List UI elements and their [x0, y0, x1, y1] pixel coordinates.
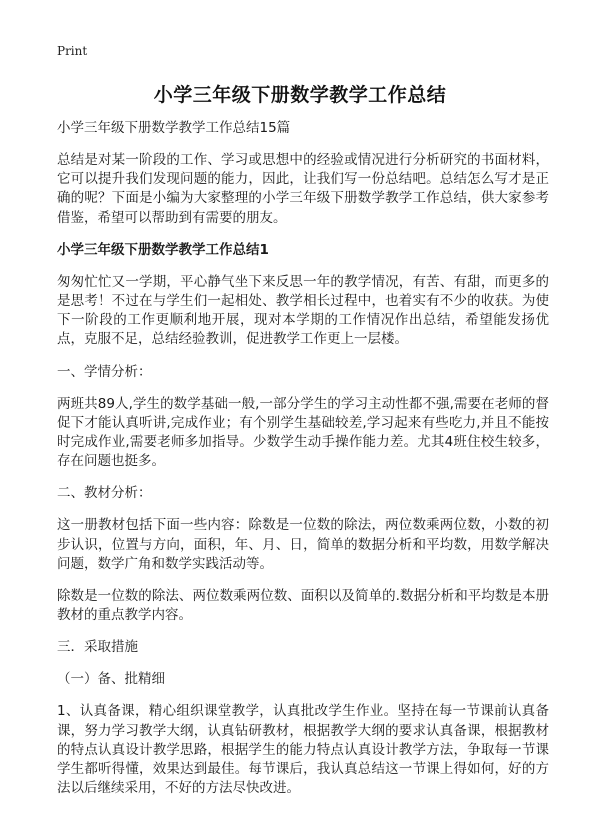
article-body: [57, 119, 549, 811]
paragraph-key-content: 除数是一位数的除法、两位数乘两位数、面积以及简单的.数据分析和平均数是本册教材的重点教学内容。: [57, 588, 549, 624]
heading-student-analysis: 一、学情分析：: [57, 363, 152, 380]
section-title: 小学三年级下册数学教学工作总结1: [57, 241, 269, 258]
print-link[interactable]: Print: [57, 44, 88, 58]
heading-measures: 三．采取措施: [57, 639, 138, 656]
paragraph-student-analysis: 两班共89人,学生的数学基础一般,一部分学生的学习主动性都不强,需要在老师的督促下才能认真听讲,完成作业；有个别学生基础较差,学习起来有些吃力,并且不能按时完成作业,需要老师多加指导。少数学生动手操作能力差。尤其4班住校生较多，存在问题也挺多。: [57, 395, 549, 470]
paragraph-textbook-content: 这一册教材包括下面一些内容：除数是一位数的除法，两位数乘两位数，小数的初步认识，位置与方向，面积，年、月、日，简单的数据分析和平均数，用数学解决问题，数学广角和数学实践活动等。: [57, 517, 549, 572]
intro-paragraph: 总结是对某一阶段的工作、学习或思想中的经验或情况进行分析研究的书面材料，它可以提升我们发现问题的能力，因此，让我们写一份总结吧。总结怎么写才是正确的呢？下面是小编为大家整理的小学三年级下册数学教学工作总结，供大家参考借鉴，希望可以帮助到有需要的朋友。: [57, 152, 549, 226]
heading-prep-grading: （一）备、批精细: [57, 671, 165, 688]
paragraph-lesson-prep: 1、认真备课，精心组织课堂教学，认真批改学生作业。坚持在每一节课前认真备课，努力学习教学大纲，认真钻研教材，根据教学大纲的要求认真备课，根据教材的特点认真设计教学思路，根据学生的能力特点认真设计教学方法，争取每一节课学生都听得懂，效果达到最佳。每节课后，我认真总结这一节课上得如何，好的方法以后继续采用，不好的方法尽快改进。: [57, 703, 549, 797]
paragraph-reflection: 匆匆忙忙又一学期，平心静气坐下来反思一年的教学情况，有苦、有甜，而更多的是思考！不过在与学生们一起相处、教学相长过程中，也着实有不少的收获。为使下一阶段的工作更顺利地开展，现对本学期的工作情况作出总结，希望能发扬优点，克服不足，总结经验教训，促进教学工作更上一层楼。: [57, 273, 549, 348]
article-subtitle: 小学三年级下册数学教学工作总结15篇: [57, 120, 291, 136]
page-title: 小学三年级下册数学教学工作总结: [153, 84, 447, 106]
heading-textbook-analysis: 二、教材分析：: [57, 485, 152, 502]
